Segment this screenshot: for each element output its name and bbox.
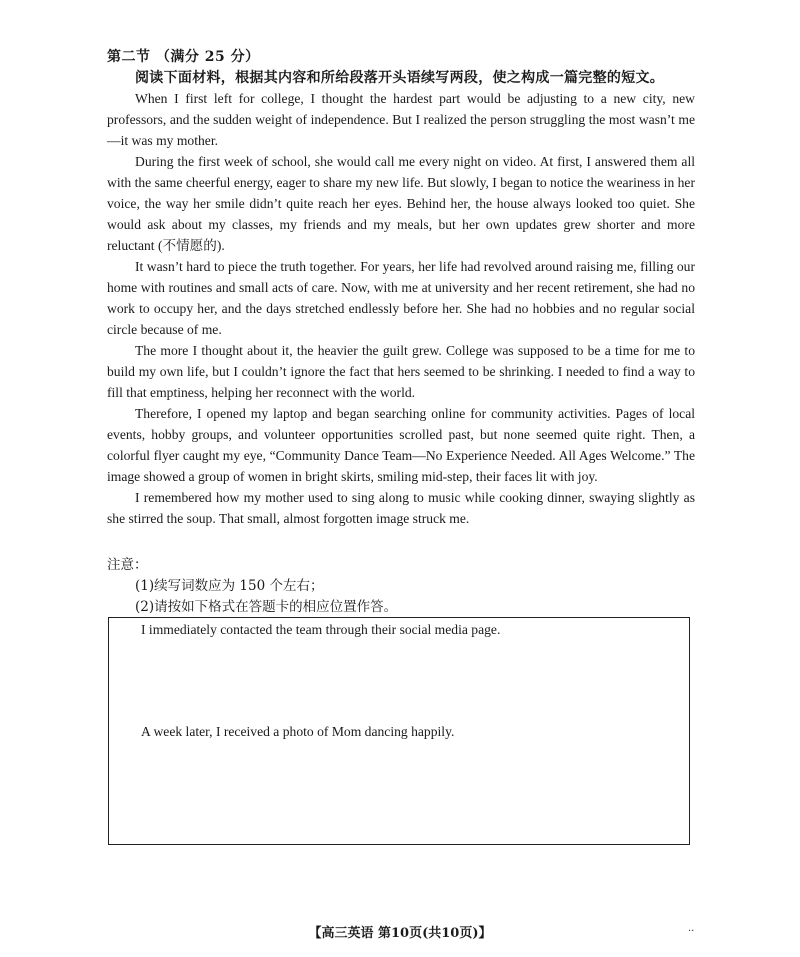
passage-paragraph: The more I thought about it, the heavier the guilt grew. College was supposed to be a time for me to build my own life, but I couldn’t ignore the fact that hers seemed to be shrinking. I needed to find a way to fill that emptiness, helping her reconnect with the world. (107, 343, 695, 400)
paragraph-opener-1: I immediately contacted the team through their social media page. (141, 622, 501, 637)
note-item: (2)请按如下格式在答题卡的相应位置作答。 (135, 599, 398, 615)
reading-passage (107, 88, 695, 529)
footer-mark: ·· (688, 926, 695, 937)
passage-paragraph: During the first week of school, she would call me every night on video. At first, I answered them all with the same cheerful energy, eager to share my new life. But slowly, I began to notice the weariness in her voice, the way her smile didn’t quite reach her eyes. Behind her, the house always looked too quiet. She would ask about my classes, my friends and my meals, but her own updates grew shorter and more reluctant (不情愿的). (107, 154, 695, 253)
notes-label: 注意： (107, 557, 148, 573)
page-footer: 【高三英语 第10页(共10页)】 (308, 926, 492, 941)
section-instruction: 阅读下面材料，根据其内容和所给段落开头语续写两段，使之构成一篇完整的短文。 (135, 70, 665, 86)
note-item: (1)续写词数应为 150 个左右； (135, 578, 324, 594)
passage-paragraph: It wasn’t hard to piece the truth together. For years, her life had revolved around raising me, filling our home with routines and small acts of care. Now, with me at university and her recent retirement, she had no work to occupy her, and the days stretched endlessly before her. She had no hobbies and no regular social circle because of me. (107, 259, 695, 337)
passage-paragraph: I remembered how my mother used to sing along to music while cooking dinner, swaying slightly as she stirred the soup. That small, almost forgotten image struck me. (107, 490, 695, 526)
section-title: 第二节 （满分 25 分） (107, 49, 260, 65)
passage-paragraph: Therefore, I opened my laptop and began searching online for community activities. Pages of local events, hobby groups, and volunteer opportunities scrolled past, but none seemed quite right. Then, a colorful flyer caught my eye, “Community Dance Team—No Experience Needed. All Ages Welcome.” The image showed a group of women in bright skirts, smiling mid-step, their faces lit with joy. (107, 406, 695, 484)
passage-paragraph: When I first left for college, I thought the hardest part would be adjusting to a new city, new professors, and the sudden weight of independence. But I realized the person struggling the most wasn’t me—it was my mother. (107, 91, 695, 148)
paragraph-opener-2: A week later, I received a photo of Mom dancing happily. (141, 724, 455, 739)
answer-box (108, 617, 690, 845)
